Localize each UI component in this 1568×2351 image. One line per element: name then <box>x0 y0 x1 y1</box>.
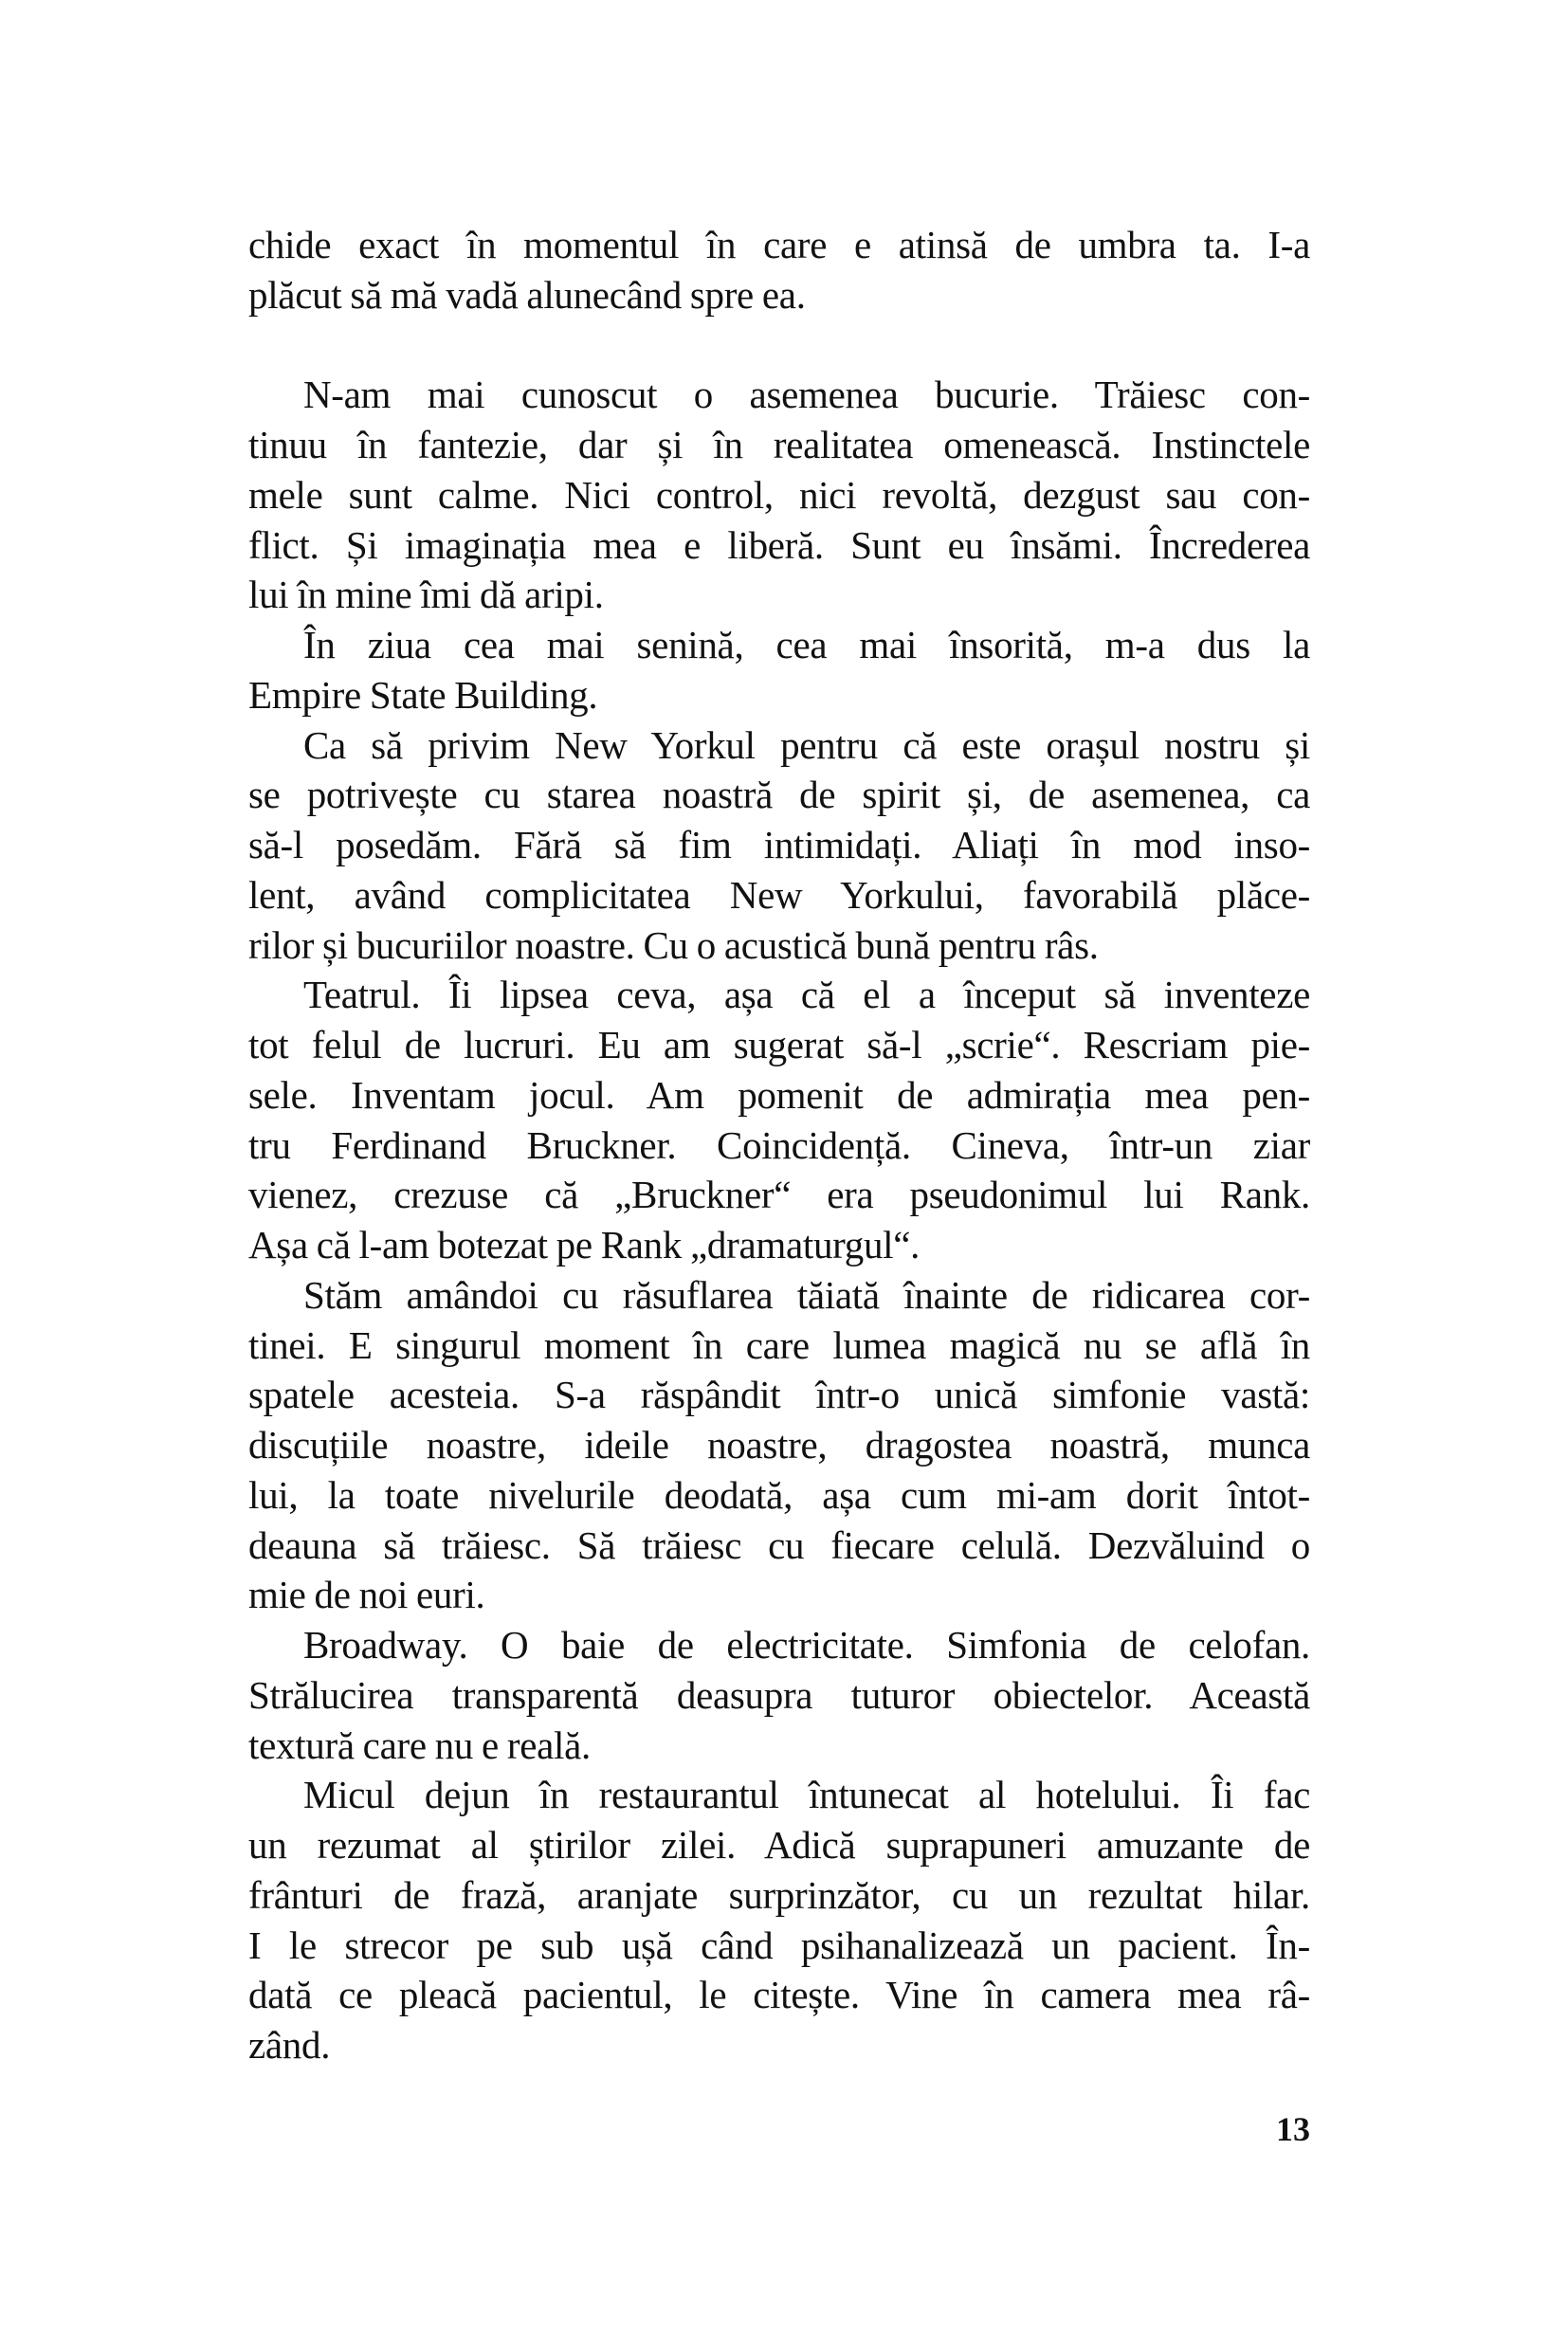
text-line: sele. Inventam jocul. Am pomenit de admirația mea pen- <box>248 1072 1310 1117</box>
text-line: plăcut să mă vadă alunecând spre ea. <box>248 272 806 317</box>
text-line: tot felul de lucruri. Eu am sugerat să-l „scrie“. Rescriam pie- <box>248 1023 1310 1066</box>
text-line: discuțiile noastre, ideile noastre, dragostea noastră, munca <box>248 1423 1310 1467</box>
paragraph <box>248 370 1310 620</box>
text-line: mele sunt calme. Nici control, nici revoltă, dezgust sau con- <box>248 472 1310 517</box>
text-line: mie de noi euri. <box>248 1573 485 1617</box>
text-line: lent, având complicitatea New Yorkului, favorabilă plăce- <box>248 872 1310 917</box>
paragraph <box>248 970 1310 1270</box>
text-line: Așa că l-am botezat pe Rank „dramaturgul“. <box>248 1223 921 1267</box>
text-line: deauna să trăiesc. Să trăiesc cu fiecare celulă. Dezvăluind o <box>248 1522 1310 1567</box>
text-line: zând. <box>248 2023 331 2067</box>
body-text <box>248 220 1310 2070</box>
text-line: tinuu în fantezie, dar și în realitatea omenească. Instinctele <box>248 423 1310 466</box>
text-line: Teatrul. Îi lipsea ceva, așa că el a început să inventeze <box>303 973 1310 1017</box>
paragraph <box>248 620 1310 720</box>
paragraph <box>248 1620 1310 1770</box>
text-line: Ca să privim New Yorkul pentru că este orașul nostru și <box>303 722 1310 767</box>
text-line: Strălucirea transparentă deasupra tuturor obiectelor. Această <box>248 1672 1310 1717</box>
text-line: Stăm amândoi cu răsuflarea tăiată înainte de ridicarea cor- <box>303 1272 1310 1317</box>
text-line: Empire State Building. <box>248 672 598 717</box>
text-line: dată ce pleacă pacientul, le citește. Vine în camera mea râ- <box>248 1973 1310 2017</box>
text-line: flict. Și imaginația mea e liberă. Sunt eu însămi. Încrederea <box>248 522 1310 567</box>
text-line: N-am mai cunoscut o asemenea bucurie. Trăiesc con- <box>303 373 1310 417</box>
paragraph <box>248 1270 1310 1620</box>
text-line: tru Ferdinand Bruckner. Coincidență. Cineva, într-un ziar <box>248 1122 1310 1167</box>
page-number: 13 <box>1276 2110 1310 2148</box>
paragraph <box>248 220 1310 320</box>
text-line: tinei. E singurul moment în care lumea magică nu se află în <box>248 1322 1310 1367</box>
text-line: lui, la toate nivelurile deodată, așa cum mi-am dorit întot- <box>248 1472 1310 1517</box>
text-line: textură care nu e reală. <box>248 1722 591 1767</box>
text-line: lui în mine îmi dă aripi. <box>248 573 604 617</box>
text-line: chide exact în momentul în care e atinsă de umbra ta. I-a <box>248 223 1310 266</box>
paragraph-spacer <box>248 320 1310 371</box>
text-line: un rezumat al știrilor zilei. Adică suprapuneri amuzante de <box>248 1823 1310 1867</box>
text-line: spatele acesteia. S-a răspândit într-o unică simfonie vastă: <box>248 1373 1310 1417</box>
text-line: În ziua cea mai senină, cea mai însorită, m-a dus la <box>303 623 1310 666</box>
text-line: Broadway. O baie de electricitate. Simfonia de celofan. <box>303 1623 1310 1667</box>
text-line: se potrivește cu starea noastră de spirit și, de asemenea, ca <box>248 773 1310 817</box>
text-line: să-l posedăm. Fără să fim intimidați. Aliați în mod inso- <box>248 823 1310 866</box>
paragraph <box>248 1770 1310 2070</box>
text-line: rilor și bucuriilor noastre. Cu o acustică bună pentru râs. <box>248 922 1099 967</box>
text-line: frânturi de frază, aranjate surprinzător, cu un rezultat hilar. <box>248 1872 1310 1917</box>
text-line: Micul dejun în restaurantul întunecat al hotelului. Îi fac <box>303 1773 1310 1817</box>
paragraph <box>248 720 1310 971</box>
text-line: I le strecor pe sub ușă când psihanalizează un pacient. În- <box>248 1923 1310 1967</box>
text-line: vienez, crezuse că „Bruckner“ era pseudonimul lui Rank. <box>248 1173 1310 1217</box>
